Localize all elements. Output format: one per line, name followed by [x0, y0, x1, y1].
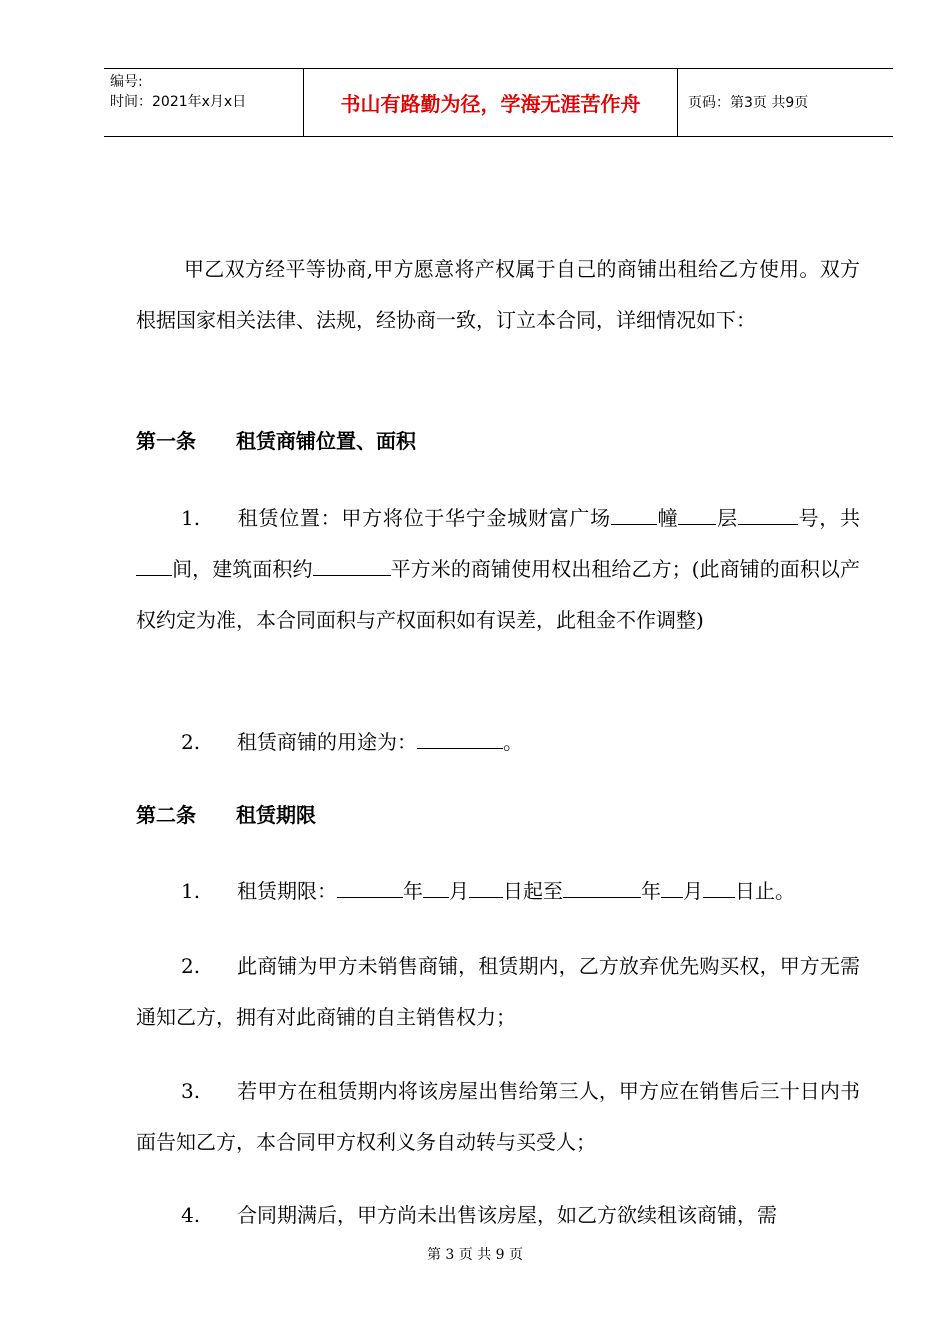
blank-area[interactable]: [313, 557, 391, 576]
blank-usage[interactable]: [417, 730, 503, 749]
intro-text: 甲乙双方经平等协商,甲方愿意将产权属于自己的商铺出租给乙方使用。双方根据国家相关法律、法规，经协商一致，订立本合同，详细情况如下：: [136, 257, 860, 332]
blank-start-day[interactable]: [469, 879, 503, 898]
doc-time-label: 时间：2021年x月x日: [110, 94, 247, 110]
item-text: 若甲方在租赁期内将该房屋出售给第三人，甲方应在销售后三十日内书面告知乙方，本合同甲方权利义务自动转与买受人；: [136, 1079, 860, 1154]
article-2-item-4: [136, 1190, 860, 1241]
item-text: 年: [403, 879, 423, 903]
article-1-number: 第一条: [136, 429, 196, 453]
doc-number-label: 编号:: [110, 74, 143, 90]
header-page-info: 页码：第3页 共9页: [688, 95, 809, 111]
blank-start-year[interactable]: [337, 879, 403, 898]
item-text: 月: [449, 879, 469, 903]
blank-rooms[interactable]: [136, 557, 172, 576]
item-text: 租赁位置：甲方将位于华宁金城财富广场: [237, 506, 611, 530]
item-text: 。: [503, 730, 523, 754]
article-1-title: 租赁商铺位置、面积: [236, 429, 416, 453]
item-number: 3.: [181, 1079, 201, 1103]
blank-end-month[interactable]: [661, 879, 683, 898]
item-text: 租赁商铺的用途为：: [237, 730, 417, 754]
item-text: 租赁期限：: [237, 879, 337, 903]
article-1-item-2: [136, 717, 860, 768]
header-divider-right: [677, 68, 678, 136]
article-2-heading: [136, 790, 860, 841]
item-number: 2.: [181, 730, 201, 754]
article-2-item-3: [136, 1066, 860, 1168]
item-text: 月: [683, 879, 703, 903]
intro-paragraph: [136, 244, 860, 346]
item-text: 年: [641, 879, 661, 903]
header-motto: 书山有路勤为径，学海无涯苦作舟: [340, 91, 641, 116]
article-2-number: 第二条: [136, 803, 196, 827]
article-2-item-2: [136, 941, 860, 1043]
item-text: 日起至: [503, 879, 563, 903]
item-text: 号，共: [797, 506, 861, 530]
item-text: 日止。: [735, 879, 795, 903]
blank-end-year[interactable]: [563, 879, 641, 898]
article-2-item-1: [136, 866, 860, 917]
item-text: 幢: [656, 506, 679, 530]
blank-floor[interactable]: [678, 506, 716, 525]
blank-end-day[interactable]: [703, 879, 735, 898]
item-number: 1.: [181, 506, 201, 530]
item-number: 1.: [181, 879, 201, 903]
article-1-heading: [136, 416, 860, 467]
item-text: 平方米的商铺使用权出租给乙方；(此商铺的面积以产权约定为准，本合同面积与产权面积如有误差，此租金不作调整): [136, 557, 861, 632]
item-text: 层: [716, 506, 738, 530]
blank-building[interactable]: [611, 506, 657, 525]
item-number: 4.: [181, 1203, 201, 1227]
item-text: 此商铺为甲方未销售商铺，租赁期内，乙方放弃优先购买权，甲方无需通知乙方，拥有对此商铺的自主销售权力；: [136, 954, 860, 1029]
header-meta: [110, 72, 246, 112]
header-bottom-rule: [104, 136, 893, 137]
article-2-title: 租赁期限: [236, 803, 316, 827]
item-text: 合同期满后，甲方尚未出售该房屋，如乙方欲续租该商铺，需: [237, 1203, 777, 1227]
item-text: 间，建筑面积约: [172, 557, 313, 581]
article-1-item-1: [136, 493, 860, 646]
blank-start-month[interactable]: [423, 879, 449, 898]
page-footer: 第 3 页 共 9 页: [426, 1247, 524, 1263]
item-number: 2.: [181, 954, 201, 978]
blank-number[interactable]: [738, 506, 798, 525]
